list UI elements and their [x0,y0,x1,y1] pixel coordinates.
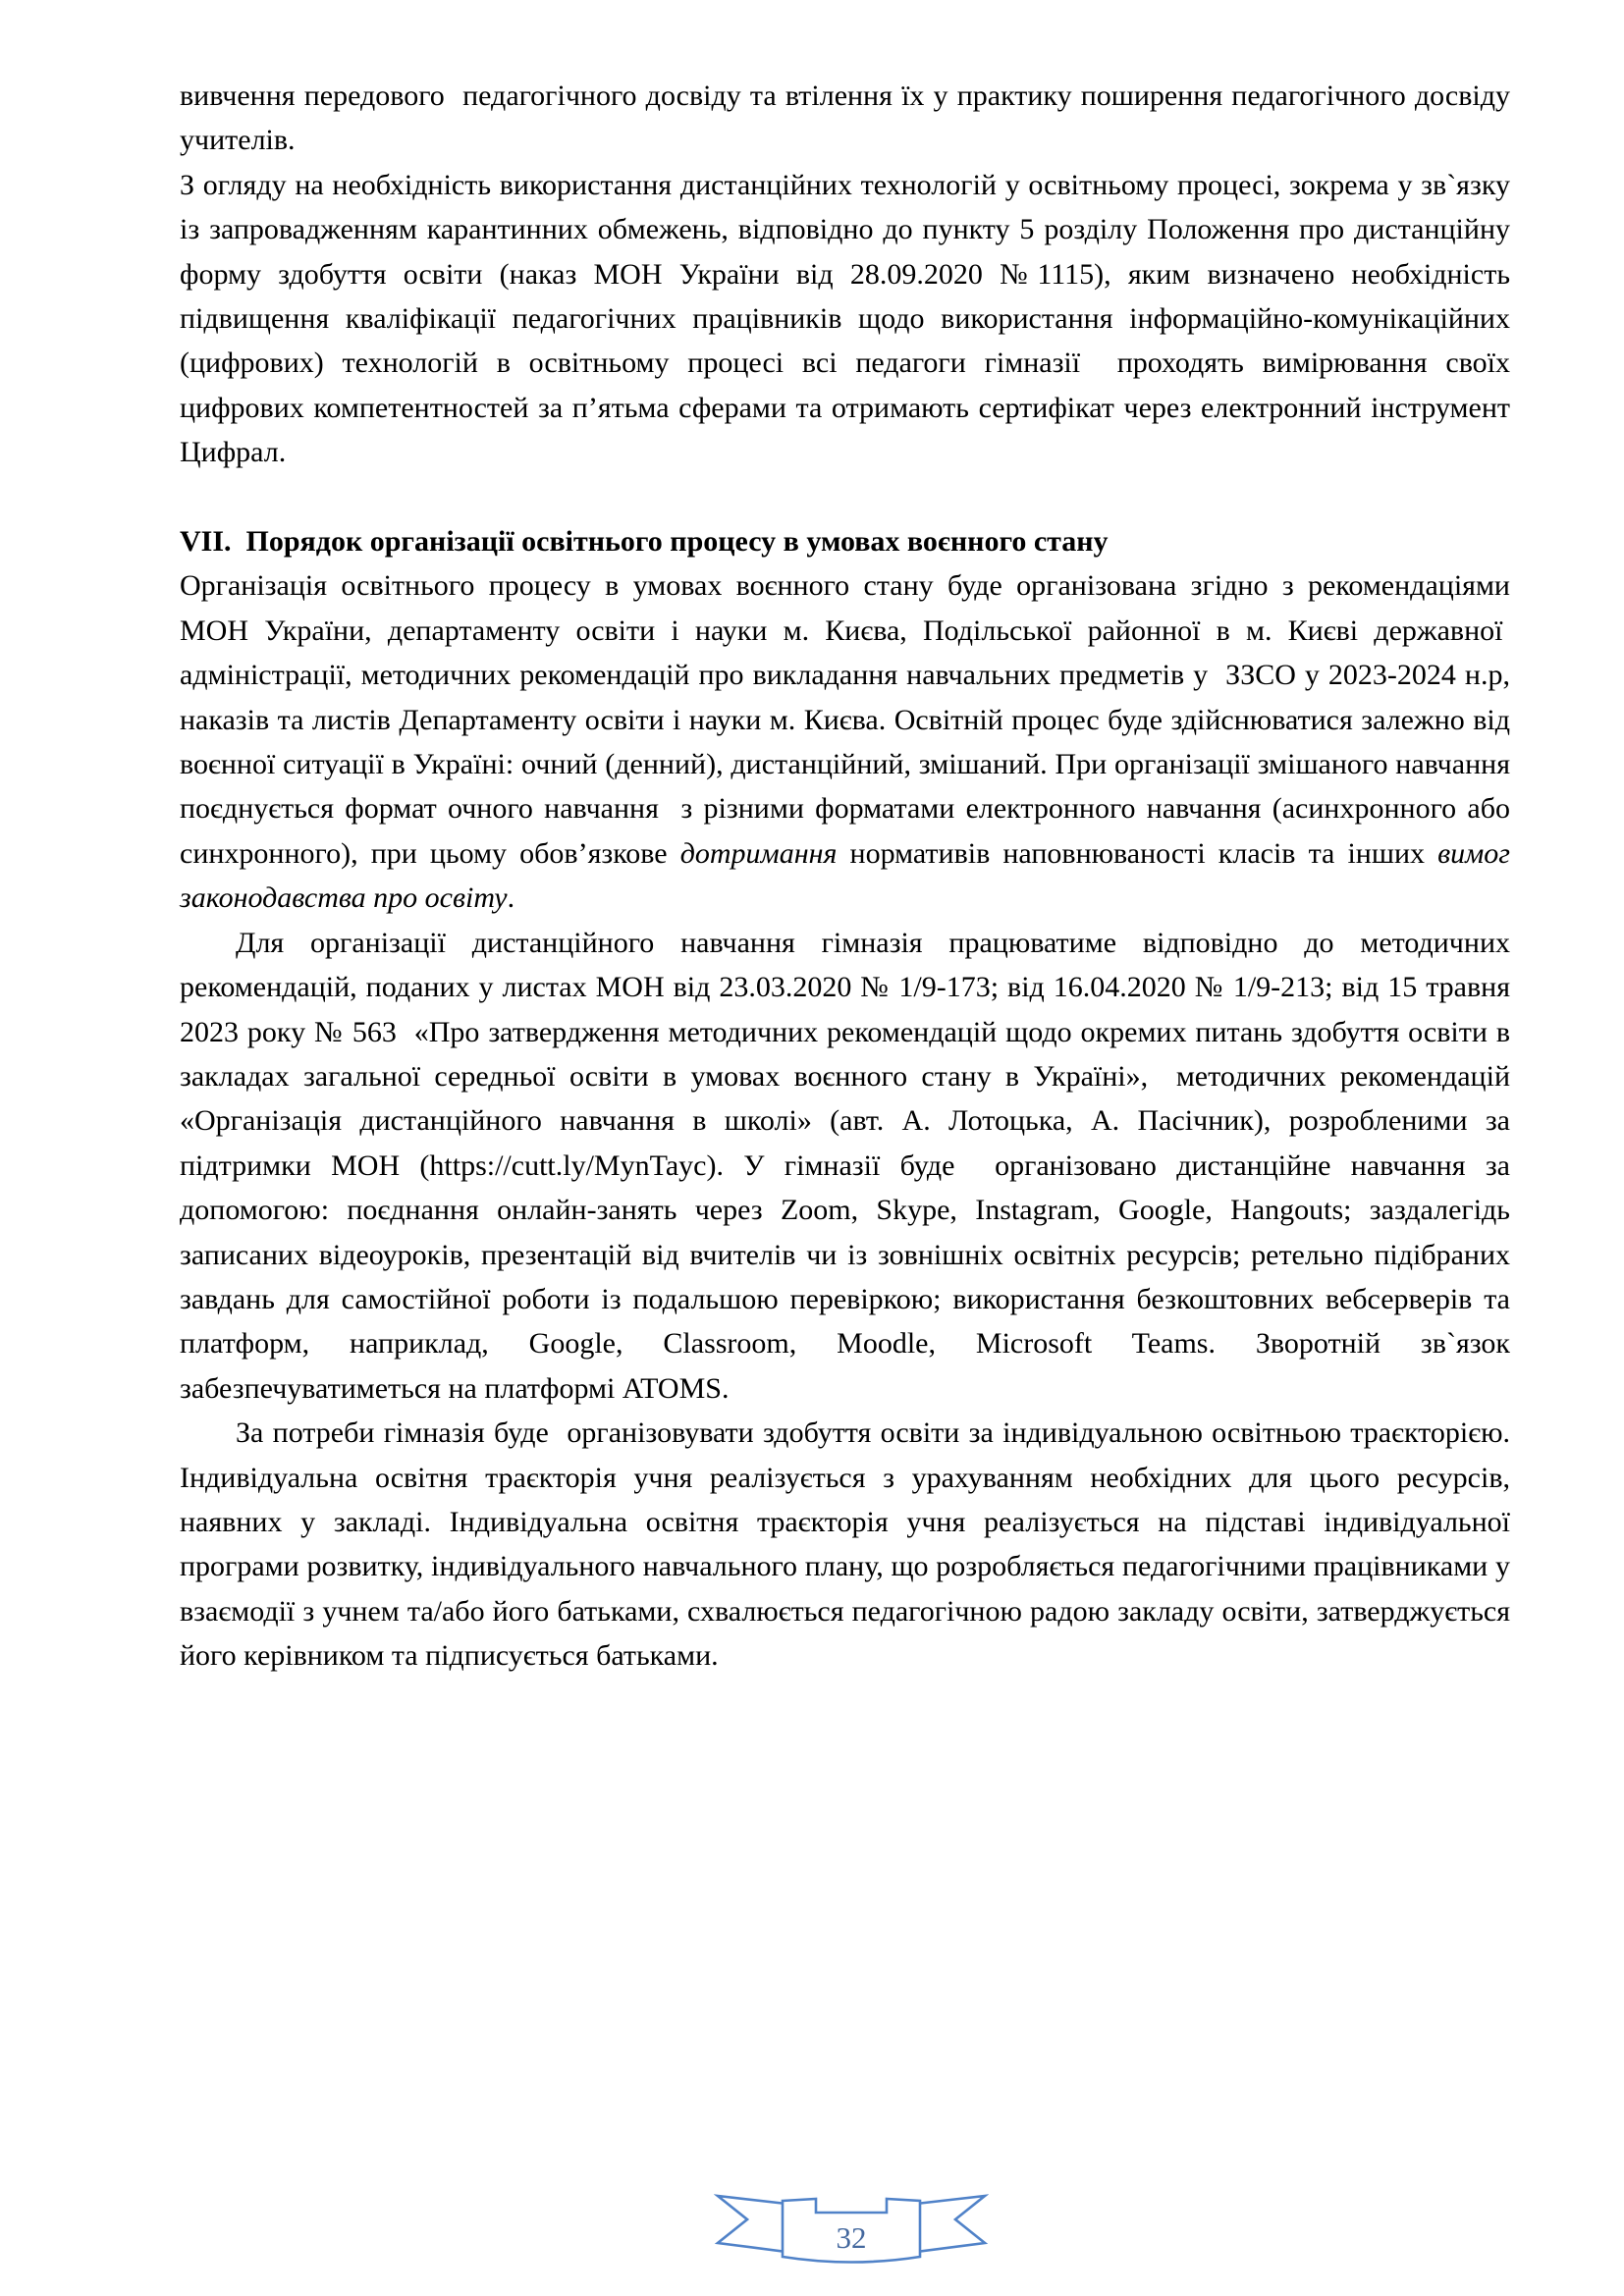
text-run: нормативів наповнюваності класів та інших [837,836,1438,870]
section-heading-vii: VII. Порядок організації освітнього процесу в умовах воєнного стану [180,525,1109,559]
paragraph-martial-law-organization [180,563,1510,920]
text-run-italic: дотримання [679,836,838,870]
text-run-italic: вимог законодавства про освіту [180,836,1510,915]
ribbon-left-wing [718,2196,786,2252]
paragraph-distance-technology: З огляду на необхідність використання дистанційних технологій у освітньому процесі, зокрема у зв`язку із запровадженням карантинних обмежень, відповідно до пункту 5 розділу Положення про дистанційну форму здобуття освіти (наказ МОН України від 28.09.2020 №1115), яким визначено необхідність підвищення кваліфікації педагогічних працівників щодо використання інформаційно-комунікаційних (цифрових) технологій в освітньому процесі всі педагоги гімназії проходять вимірювання своїх цифрових компетентностей за п’ятьма сферами та отримають сертифікат через електронний інструмент Цифрал. [180,168,1510,469]
ribbon-right-wing [916,2196,985,2252]
paragraph-distance-learning-platforms: Для організації дистанційного навчання гімназія працюватиме відповідно до методичних рекомендацій, поданих у листах МОН від 23.03.2020 № 1/9-173; від 16.04.2020 № 1/9-213; від 15 травня 2023 року № 563 «Про затвердження методичних рекомендацій щодо окремих питань здобуття освіти в закладах загальної середньої освіти в умовах воєнного стану в Україні», методичних рекомендацій «Організація дистанційного навчання в школі» (авт. А. Лотоцька, А. Пасічник), розробленими за підтримки МОН (https://cutt.ly/MynTayc). У гімназії буде організовано дистанційне навчання за допомогою: поєднання онлайн-занять через Zoom, Skype, Instagram, Google, Hangouts; заздалегідь записаних відеоуроків, презентацій від вчителів чи із зовнішніх освітніх ресурсів; ретельно підібраних завдань для самостійної роботи із подальшою перевіркою; використання безкоштовних вебсерверів та платформ, наприклад, Google, Classroom, Moodle, Microsoft Teams. Зворотній зв`язок забезпечуватиметься на платформі ATOMS. [180,926,1510,1405]
text-run: Організація освітнього процесу в умовах воєнного стану буде організована згідно з рекомендаціями МОН України, департаменту освіти і науки м. Києва, Подільської районної в м. Києві державної адміністрації, методичних рекомендацій про викладання навчальних предметів у ЗЗСО у 2023-2024 н.р, наказів та листів Департаменту освіти і науки м. Києва. Освітній процес буде здійснюватися залежно від воєнної ситуації в Україні: очний (денний), дистанційний, змішаний. При організації змішаного навчання поєднується формат очного навчання з різними форматами електронного навчання (асинхронного або синхронного), при цьому обов’язкове [180,569,1510,870]
page-number-banner [714,2192,989,2272]
paragraph-individual-trajectory: За потреби гімназія буде організовувати здобуття освіти за індивідуальною освітньою траєкторією. Індивідуальна освітня траєкторія учня реалізується з урахуванням необхідних для цього ресурсів, наявних у закладі. Індивідуальна освітня траєкторія учня реалізується на підставі індивідуальної програми розвитку, індивідуального навчального плану, що розробляється педагогічними працівниками у взаємодії з учнем та/або його батьками, схвалюється педагогічною радою закладу освіти, затверджується його керівником та підписується батьками. [180,1416,1510,1673]
page-number: 32 [836,2220,867,2255]
text-run: . [507,881,515,915]
document-body [180,74,1510,1679]
paragraph-best-practices: вивчення передового педагогічного досвіду та втілення їх у практику поширення педагогічного досвіду учителів. [180,80,1510,157]
